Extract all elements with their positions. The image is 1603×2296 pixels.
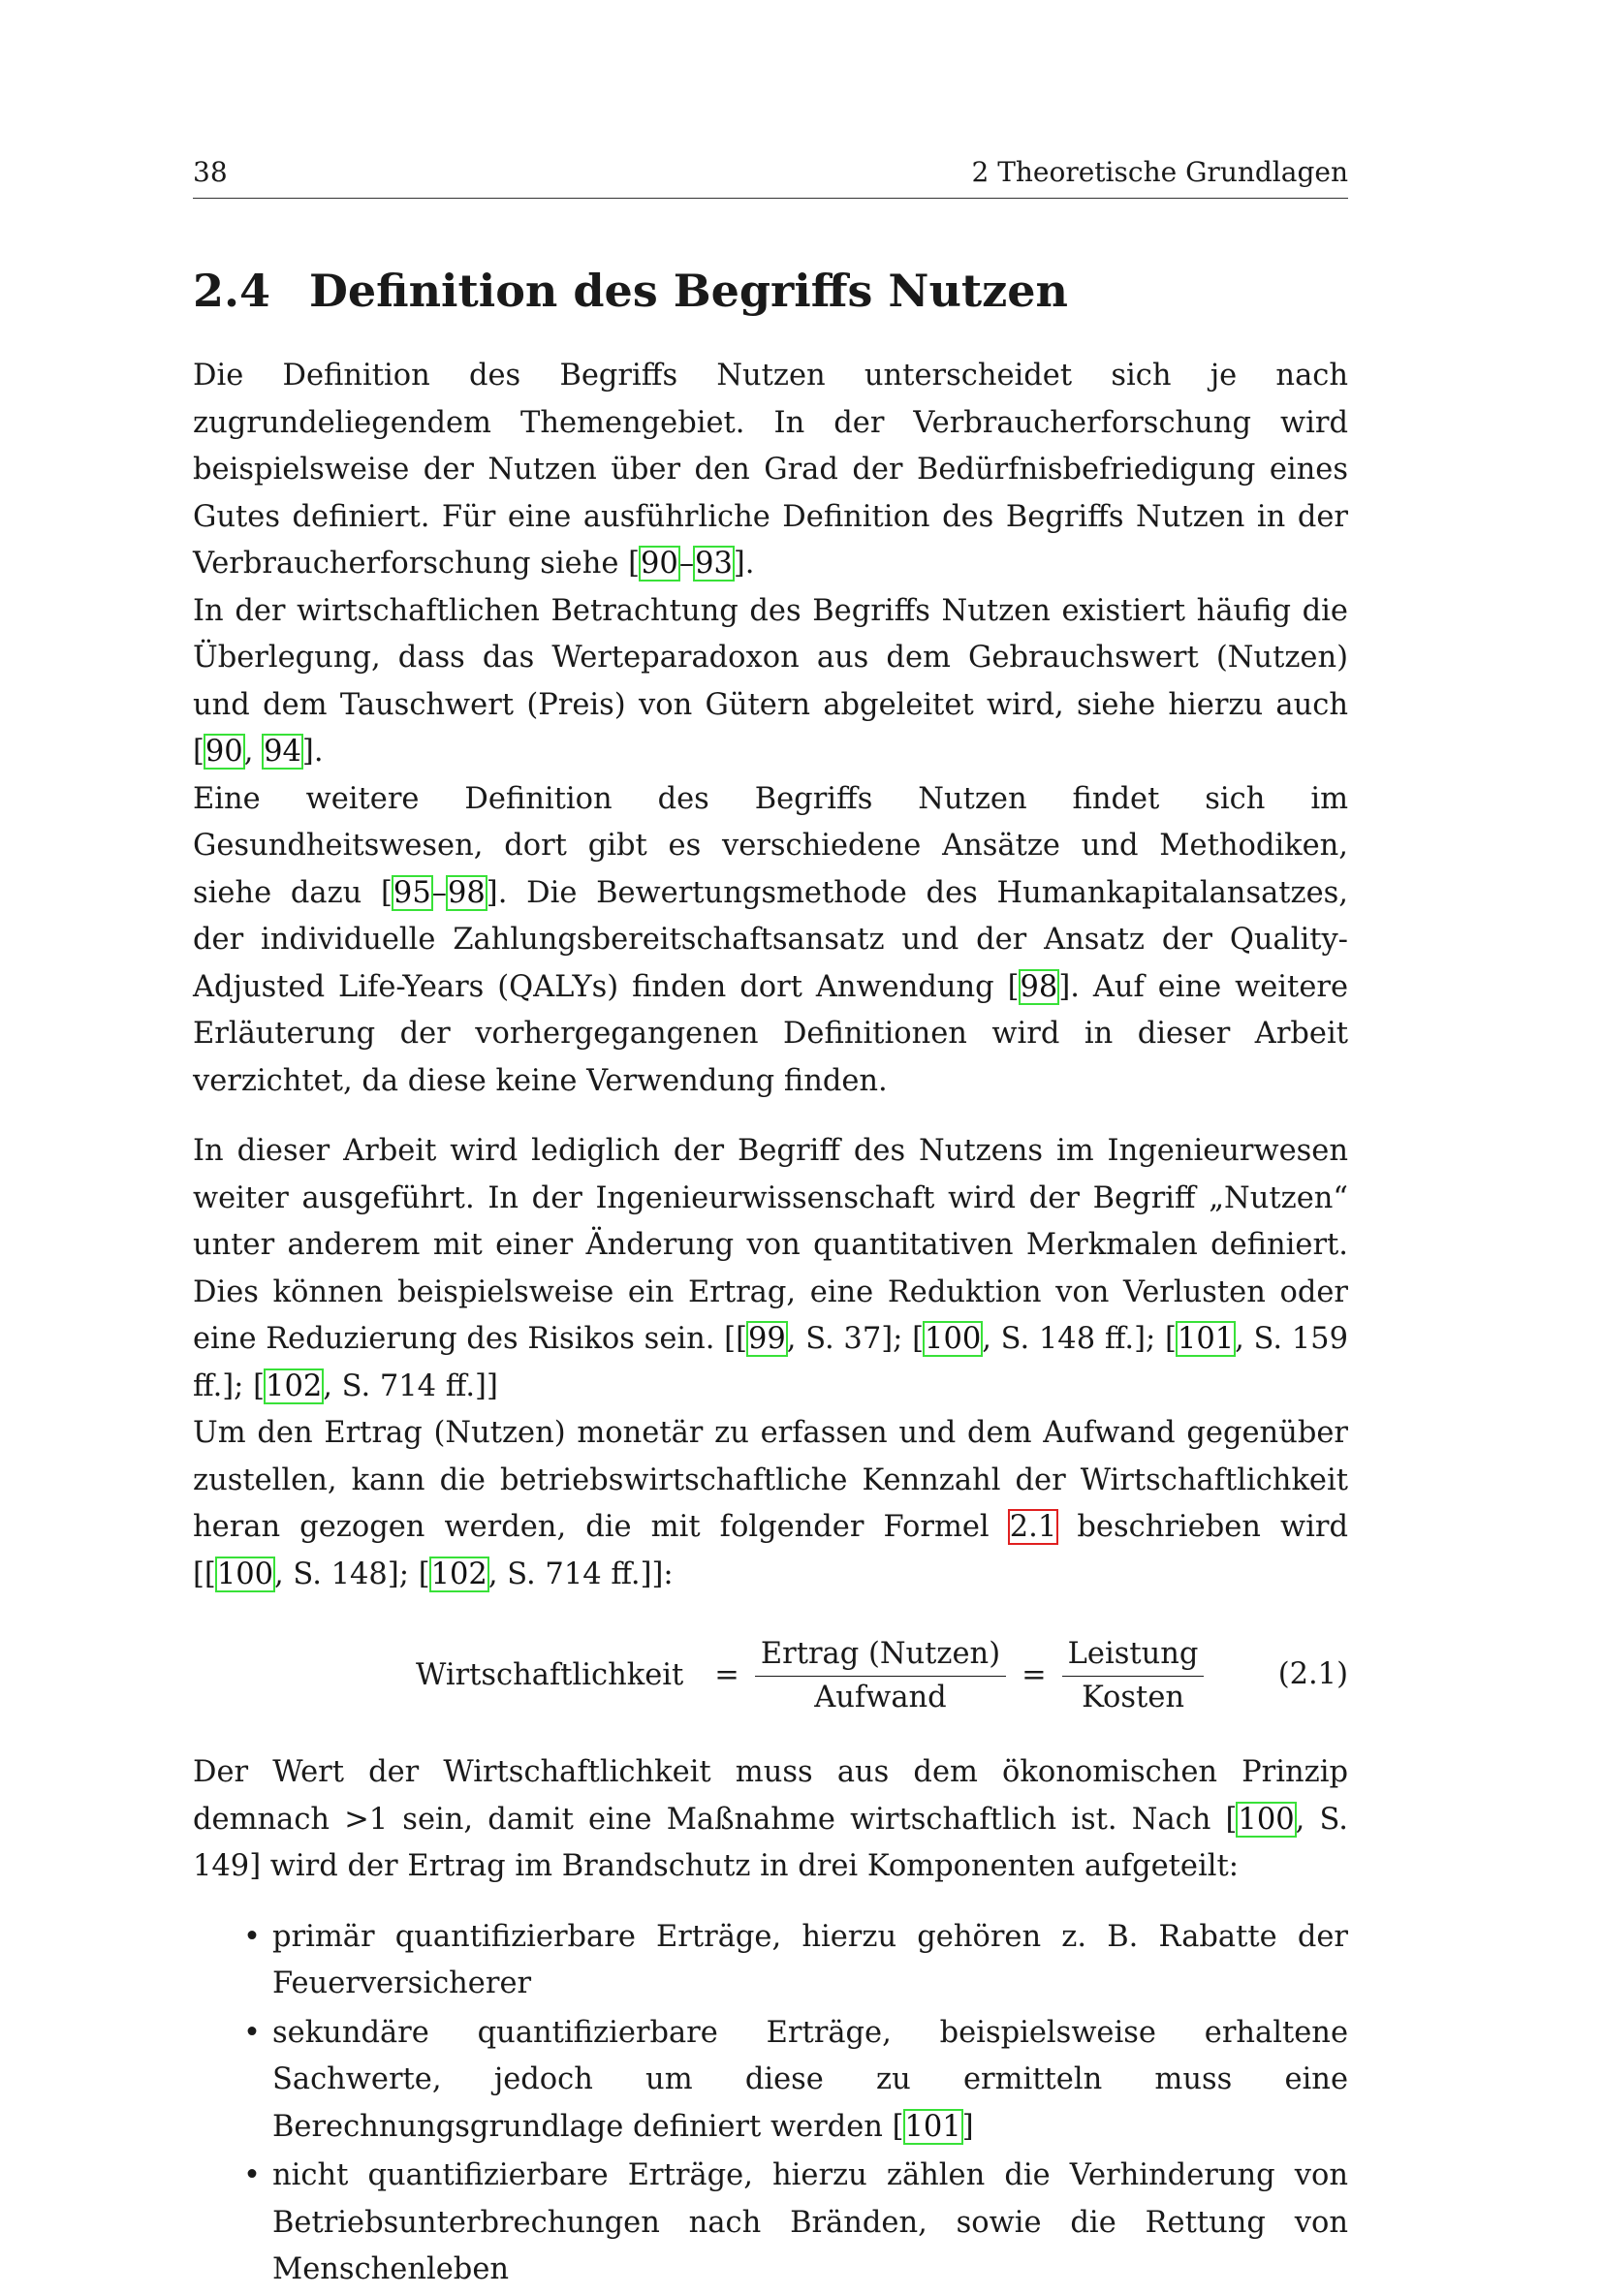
citation-link[interactable]: 95 — [393, 875, 431, 910]
text-run: Um den Ertrag (Nutzen) monetär zu erfassen und dem Aufwand gegenüber zustellen, kann die betriebswirtschaftliche Kennzahl der Wirtschaftlichkeit heran gezogen werden, die mit folgender Formel — [193, 1416, 1348, 1544]
text-run: Eine weitere Definition des Begriffs Nutzen findet sich im Gesundheitswesen, dort gibt es verschiedene Ansätze und Methodiken, siehe dazu [ — [193, 781, 1348, 910]
text-run: , — [243, 735, 264, 769]
text-run: sekundäre quantifizierbare Erträge, beispielsweise erhaltene Sachwerte, jedoch um diese zu ermitteln muss eine Berechnungsgrundlage definiert werden [ — [272, 2015, 1348, 2144]
bullet-icon: • — [243, 1919, 261, 1954]
bullet-icon: • — [243, 2015, 261, 2050]
list-item — [193, 2010, 1348, 2152]
text-run: nicht quantifizierbare Erträge, hierzu zählen die Verhinderung von Betriebsunterbrechungen nach Bränden, sowie die Rettung von Menschenleben — [272, 2158, 1348, 2286]
text-run: ]. — [733, 547, 755, 581]
citation-link[interactable]: 100 — [925, 1322, 982, 1356]
list-item — [193, 1914, 1348, 2008]
text-run: , S. 159 ff.]; [ — [193, 1322, 1348, 1403]
citation-link[interactable]: 100 — [1238, 1802, 1295, 1837]
text-run: , S. 149] wird der Ertrag im Brandschutz in drei Komponenten aufgeteilt: — [193, 1802, 1348, 1883]
citation-link[interactable]: 101 — [904, 2109, 961, 2144]
paragraph — [193, 1749, 1348, 1891]
text-run: ]. Die Bewertungsmethode des Humankapitalansatzes, der individuelle Zahlungsbereitschaftsansatz und der Ansatz der Quality-Adjusted Life-Years (QALYs) finden dort Anwendung [ — [193, 875, 1349, 1004]
equals-sign: = — [1022, 1657, 1047, 1692]
section-heading — [193, 262, 1068, 320]
citation-link[interactable]: 90 — [204, 735, 243, 769]
numerator: Leistung — [1062, 1635, 1205, 1677]
chapter-title: 2 Theoretische Grundlagen — [971, 156, 1348, 188]
text-run: , S. 148]; [ — [274, 1557, 430, 1591]
text-run: primär quantifizierbare Erträge, hierzu gehören z. B. Rabatte der Feuerversicherer — [272, 1919, 1348, 2000]
denominator: Kosten — [1082, 1680, 1185, 1714]
page-number: 38 — [193, 156, 228, 188]
citation-link[interactable]: 98 — [447, 875, 486, 910]
paragraph — [193, 588, 1348, 776]
text-run: Der Wert der Wirtschaftlichkeit muss aus dem ökonomischen Prinzip demnach >1 sein, damit eine Maßnahme wirtschaftlich ist. Nach [ — [193, 1755, 1348, 1837]
equation-number: (2.1) — [1277, 1657, 1348, 1691]
text-run: , S. 37]; [ — [786, 1322, 925, 1356]
text-run: , S. 148 ff.]; [ — [982, 1322, 1177, 1356]
citation-link[interactable]: 100 — [216, 1557, 274, 1591]
fraction — [755, 1635, 1006, 1717]
equation-lhs: Wirtschaftlichkeit — [416, 1657, 684, 1692]
citation-link[interactable]: 93 — [695, 547, 733, 581]
section-number: 2.4 — [193, 265, 271, 317]
text-run: – — [678, 547, 695, 581]
text-run: ]. — [301, 735, 324, 769]
fraction — [1062, 1635, 1205, 1717]
text-run: Die Definition des Begriffs Nutzen unterscheidet sich je nach zugrundeliegendem Themengebiet. In der Verbraucherforschung wird beispielsweise der Nutzen über den Grad der Bedürfnisbefriedigung eines Gutes definiert. Für eine ausführliche Definition des Begriffs Nutzen in der Verbraucherforschung siehe [ — [193, 359, 1348, 581]
citation-link[interactable]: 102 — [430, 1557, 487, 1591]
list-item — [193, 2153, 1348, 2294]
text-run: In der wirtschaftlichen Betrachtung des Begriffs Nutzen existiert häufig die Überlegung, dass das Werteparadoxon aus dem Gebrauchswert (Nutzen) und dem Tauschwert (Preis) von Gütern abgeleitet wird, siehe hierzu auch [ — [193, 593, 1348, 769]
paragraph — [193, 1410, 1348, 1598]
paragraph — [193, 776, 1348, 1106]
denominator: Aufwand — [814, 1680, 947, 1714]
equation-block — [193, 1620, 1348, 1736]
running-header — [193, 155, 1348, 199]
text-run: , S. 714 ff.]] — [323, 1368, 498, 1403]
paragraph — [193, 1128, 1348, 1410]
bullet-list — [193, 1914, 1348, 2294]
text-run: In dieser Arbeit wird lediglich der Begriff des Nutzens im Ingenieurwesen weiter ausgeführt. In der Ingenieurwissenschaft wird der Begriff „Nutzen“ unter anderem mit einer Änderung von quantitativen Merkmalen definiert. Dies können beispielsweise ein Ertrag, eine Reduktion von Verlusten oder eine Reduzierung des Risikos sein. [[ — [193, 1134, 1348, 1356]
text-run: ]. Auf eine weitere Erläuterung der vorhergegangenen Definitionen wird in dieser Arbeit verzichtet, da diese keine Verwendung finden. — [193, 969, 1348, 1098]
citation-link[interactable]: 98 — [1020, 969, 1058, 1004]
body-text — [193, 353, 1348, 2296]
equation — [416, 1627, 1204, 1724]
citation-link[interactable]: 99 — [747, 1322, 786, 1356]
text-run: – — [431, 875, 447, 910]
bullet-icon: • — [243, 2158, 261, 2192]
numerator: Ertrag (Nutzen) — [755, 1635, 1006, 1677]
text-run: , S. 714 ff.]]: — [487, 1557, 674, 1591]
section-title: Definition des Begriffs Nutzen — [309, 265, 1068, 317]
citation-link[interactable]: 102 — [266, 1368, 323, 1403]
equals-sign: = — [714, 1657, 739, 1692]
citation-link[interactable]: 101 — [1177, 1322, 1235, 1356]
citation-link[interactable]: 94 — [264, 735, 301, 769]
text-run: beschrieben wird [[ — [193, 1510, 1348, 1591]
citation-link[interactable]: 90 — [641, 547, 678, 581]
text-run: ] — [961, 2109, 974, 2144]
equation-reference-link[interactable]: 2.1 — [1009, 1510, 1057, 1544]
paragraph — [193, 353, 1348, 588]
